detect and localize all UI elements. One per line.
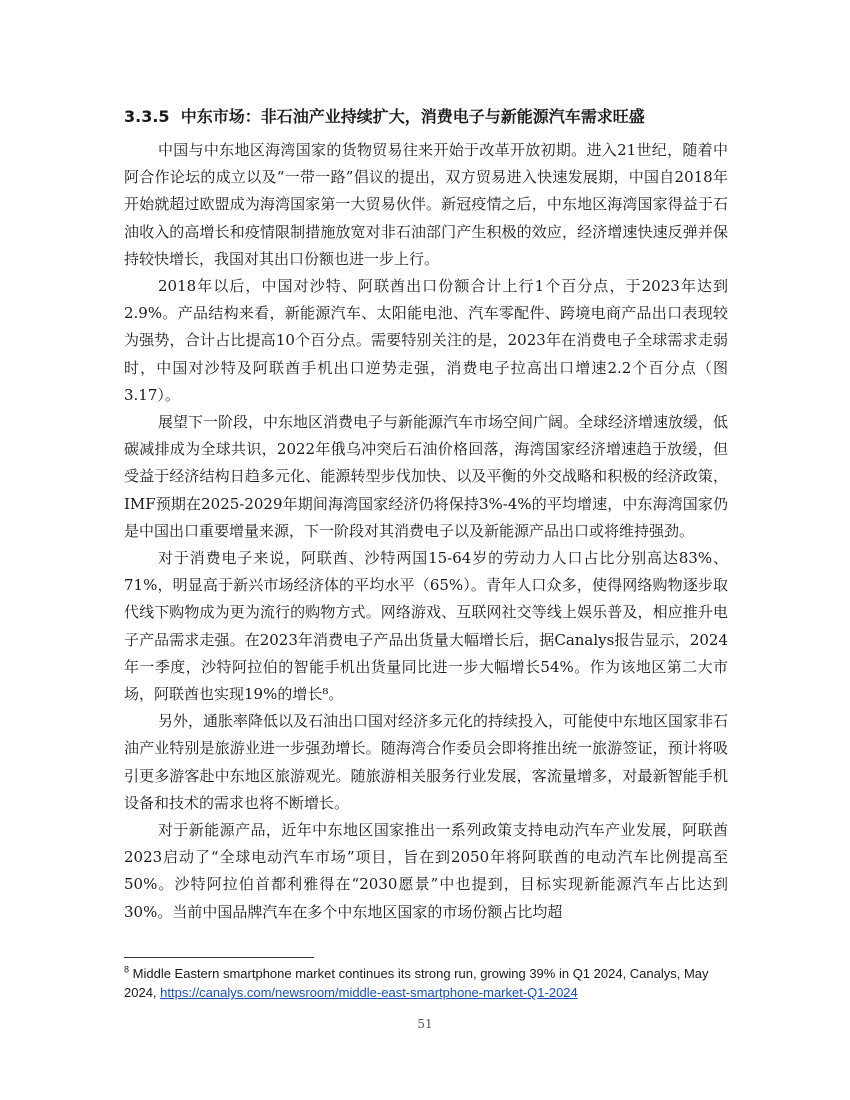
section-title: 中东市场：非石油产业持续扩大，消费电子与新能源汽车需求旺盛 [180,107,645,126]
footnote-divider [124,957,314,958]
footnote [124,964,728,1002]
paragraph: 2018年以后，中国对沙特、阿联酋出口份额合计上行1个百分点，于2023年达到2.9%。产品结构来看，新能源汽车、太阳能电池、汽车零配件、跨境电商产品出口表现较为强势，合计占比提高10个百分点。需要特别关注的是，2023年在消费电子全球需求走弱时，中国对沙特及阿联酋手机出口逆势走强，消费电子拉高出口增速2.2个百分点（图3.17）。 [124,277,728,404]
paragraph: 展望下一阶段，中东地区消费电子与新能源汽车市场空间广阔。全球经济增速放缓，低碳减排成为全球共识，2022年俄乌冲突后石油价格回落，海湾国家经济增速趋于放缓，但受益于经济结构日趋多元化、能源转型步伐加快、以及平衡的外交战略和积极的经济政策，IMF预期在2025-2029年期间海湾国家经济仍将保持3%-4%的平均增速，中东海湾国家仍是中国出口重要增量来源，下一阶段对其消费电子以及新能源产品出口或将维持强劲。 [124,413,729,540]
section-heading [124,106,744,128]
paragraph: 中国与中东地区海湾国家的货物贸易往来开始于改革开放初期。进入21世纪，随着中阿合作论坛的成立以及“一带一路”倡议的提出，双方贸易进入快速发展期，中国自2018年开始就超过欧盟成为海湾国家第一大贸易伙伴。新冠疫情之后，中东地区海湾国家得益于石油收入的高增长和疫情限制措施放宽对非石油部门产生积极的效应，经济增速快速反弹并保持较快增长，我国对其出口份额也进一步上行。 [124,141,728,268]
section-number: 3.3.5 [124,107,170,126]
body-text [124,137,728,926]
page-number: 51 [417,1017,433,1031]
footnote-link[interactable]: https://canalys.com/newsroom/middle-east-smartphone-market-Q1-2024 [160,985,578,1000]
paragraph: 对于消费电子来说，阿联酋、沙特两国15-64岁的劳动力人口占比分别高达83%、71%，明显高于新兴市场经济体的平均水平（65%）。青年人口众多，使得网络购物逐步取代线下购物成为更为流行的购物方式。网络游戏、互联网社交等线上娱乐普及，相应推升电子产品需求走强。在2023年消费电子产品出货量大幅增长后，据Canalys报告显示，2024年一季度，沙特阿拉伯的智能手机出货量同比进一步大幅增长54%。作为该地区第二大市场，阿联酋也实现19%的增长⁸。 [124,549,729,704]
footnote-marker: 8 [124,964,130,975]
paragraph: 对于新能源产品，近年中东地区国家推出一系列政策支持电动汽车产业发展，阿联酋2023启动了“全球电动汽车市场”项目，旨在到2050年将阿联酋的电动汽车比例提高至50%。沙特阿拉伯首都利雅得在“2030愿景”中也提到，目标实现新能源汽车占比达到30%。当前中国品牌汽车在多个中东地区国家的市场份额占比均超 [124,821,728,921]
footnote-text: Middle Eastern smartphone market continues its strong run, growing 39% in Q1 2024, Canalys, May 2024, [124,966,709,1000]
paragraph: 另外，通胀率降低以及石油出口国对经济多元化的持续投入，可能使中东地区国家非石油产业特别是旅游业进一步强劲增长。随海湾合作委员会即将推出统一旅游签证，预计将吸引更多游客赴中东地区旅游观光。随旅游相关服务行业发展，客流量增多，对最新智能手机设备和技术的需求也将不断增长。 [124,712,729,812]
